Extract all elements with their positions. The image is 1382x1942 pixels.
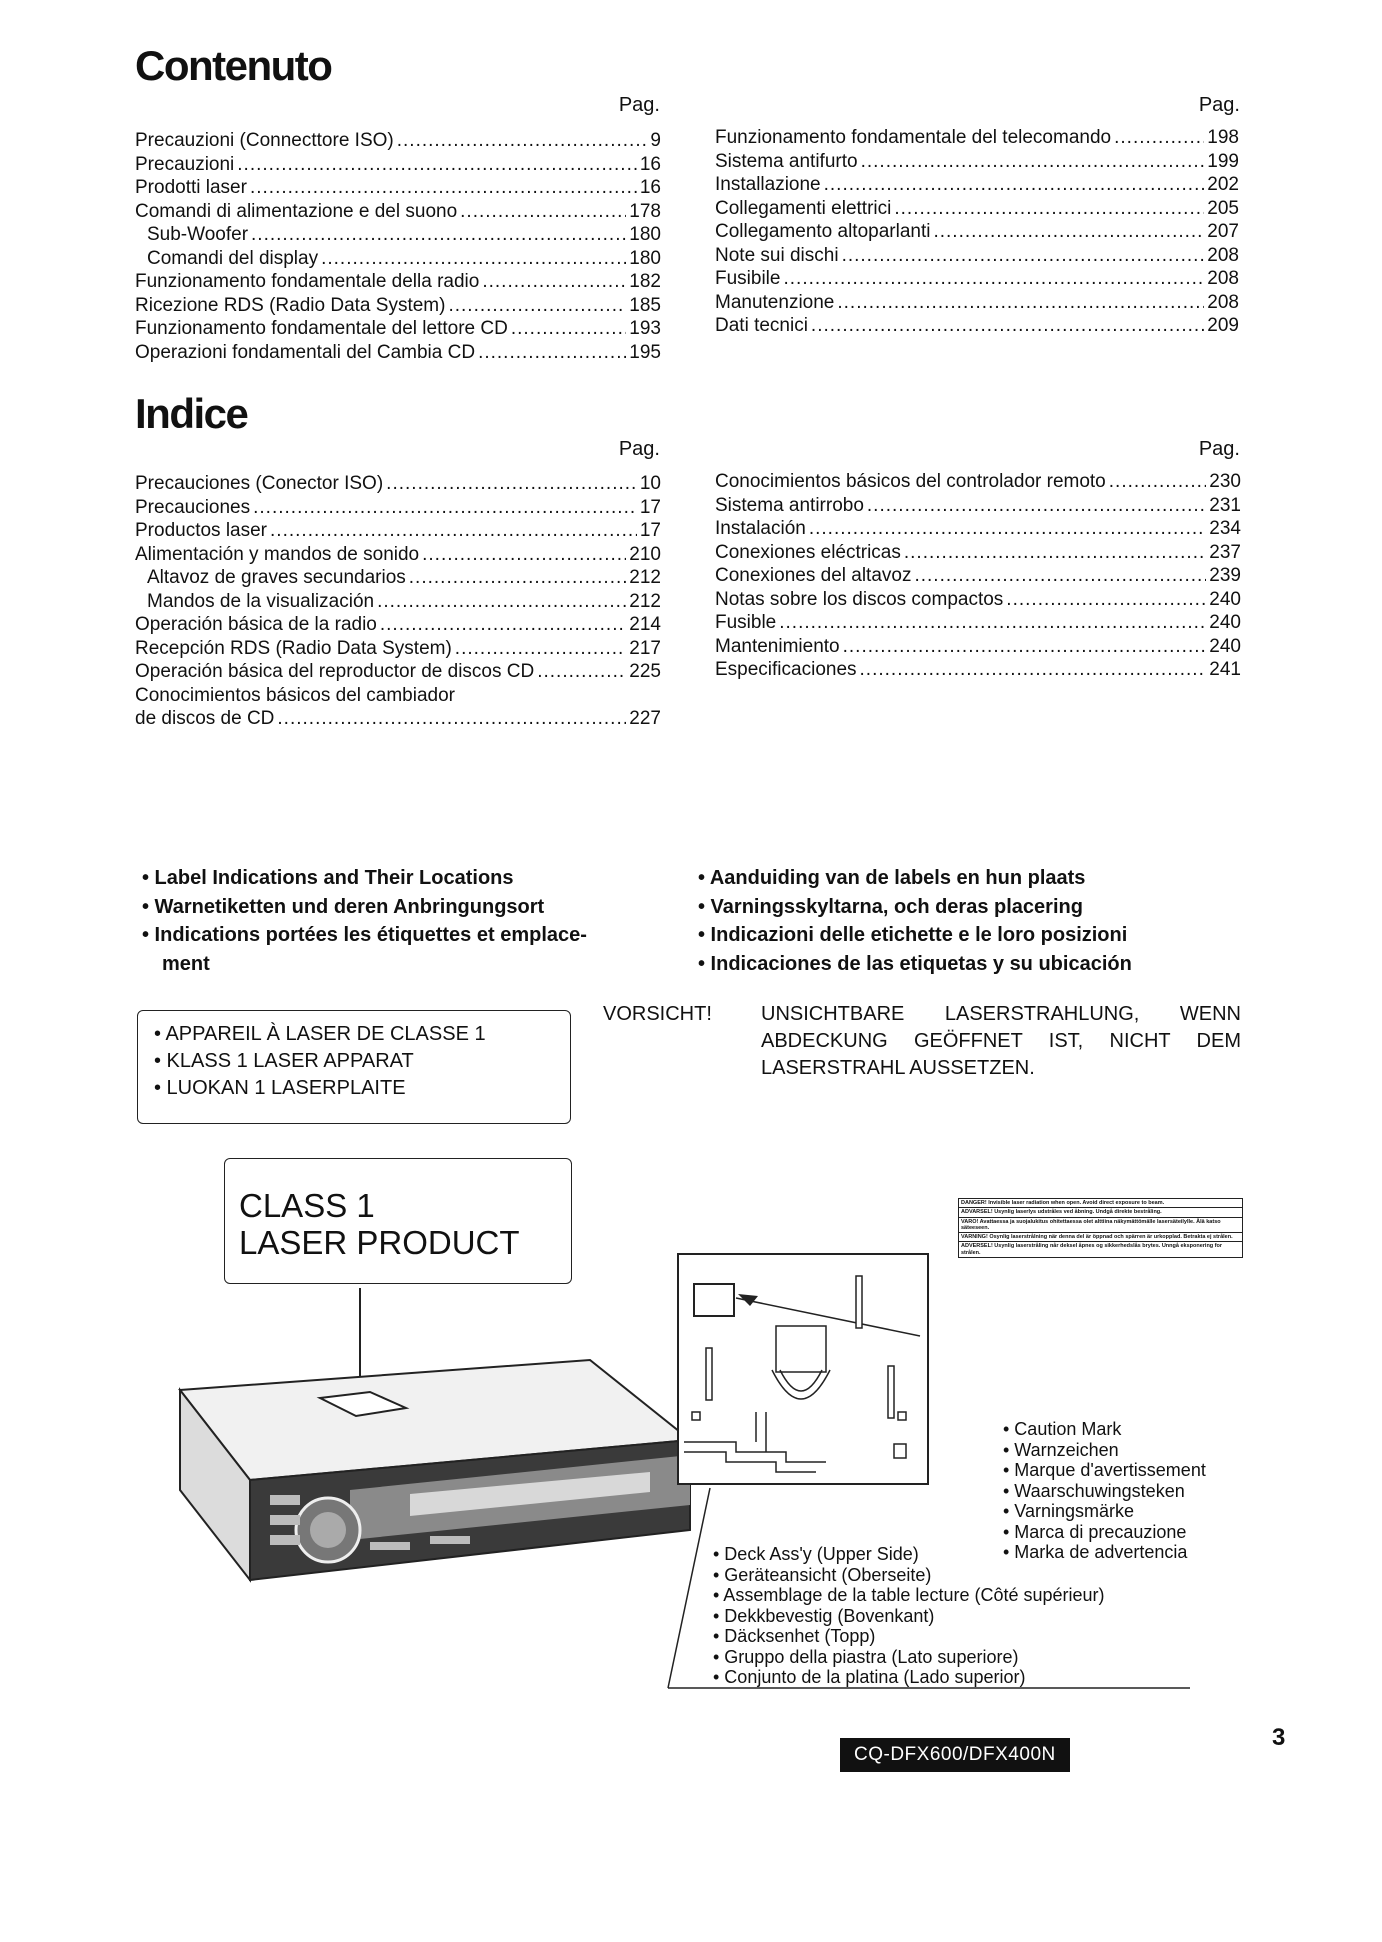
toc-dot-leader <box>783 267 1204 291</box>
toc-entry <box>135 153 661 177</box>
toc-entry-page: 227 <box>629 708 661 729</box>
indice-title: Indice <box>135 390 248 437</box>
toc-entry <box>715 244 1239 268</box>
toc-dot-leader <box>482 270 626 294</box>
toc-entry-page: 217 <box>629 637 661 659</box>
label-bullet: • Indicaciones de las etiquetas y su ubicación <box>698 952 1132 975</box>
toc-entry <box>715 126 1239 150</box>
vorsicht-text <box>761 1001 1241 1082</box>
toc-entry <box>135 317 661 341</box>
toc-entry-page: 9 <box>650 130 661 151</box>
toc-dot-leader <box>904 541 1206 565</box>
label-bullet: • Varningsskyltarna, och deras placering <box>698 895 1083 918</box>
caution-mark-item: • Waarschuwingsteken <box>1003 1480 1185 1501</box>
toc-entry-title: Conocimientos básicos del controlador remoto <box>715 471 1106 492</box>
toc-entry <box>135 637 661 661</box>
toc-entry-title: Alimentación y mandos de sonido <box>135 543 420 565</box>
toc-entry-title: Operación básica del reproductor de discos CD <box>135 661 535 682</box>
toc-entry <box>135 707 661 731</box>
toc-entry-title: Collegamento altoparlanti <box>715 221 931 242</box>
toc-entry-title: Mantenimiento <box>715 635 840 657</box>
toc-entry-page: 234 <box>1209 518 1241 539</box>
toc-entry <box>715 150 1239 174</box>
danger-label-row: DANGER! Invisible laser radiation when open. Avoid direct exposure to beam. <box>959 1199 1242 1208</box>
toc-dot-leader <box>397 129 648 153</box>
indice-pag-left: Pag. <box>618 438 660 460</box>
deck-top-view-diagram <box>676 1252 936 1492</box>
toc-entry-title: Conexiones eléctricas <box>715 541 901 563</box>
toc-entry-page: 17 <box>639 496 661 518</box>
toc-entry <box>715 197 1239 221</box>
toc-entry-title: Sistema antirrobo <box>715 494 864 516</box>
contenuto-toc-left <box>135 129 661 364</box>
toc-dot-leader <box>478 341 626 365</box>
toc-dot-leader <box>270 519 637 543</box>
toc-entry-title: Comandi del display <box>147 247 319 269</box>
toc-entry <box>135 496 661 520</box>
toc-dot-leader <box>380 613 626 637</box>
toc-entry <box>135 543 661 567</box>
toc-entry-page: 230 <box>1209 471 1241 492</box>
label-bullet: • Warnetiketten und deren Anbringungsort <box>142 895 545 918</box>
toc-entry-page: 195 <box>629 341 661 363</box>
laser-box-line: • KLASS 1 LASER APPARAT <box>154 1050 414 1072</box>
toc-entry-page: 180 <box>629 247 661 269</box>
toc-entry-page: 210 <box>629 543 661 565</box>
toc-entry-page: 240 <box>1209 588 1241 610</box>
toc-entry-page: 237 <box>1209 541 1241 563</box>
class1-line: CLASS 1 <box>239 1187 375 1224</box>
toc-dot-leader <box>253 496 637 520</box>
toc-dot-leader <box>237 153 637 177</box>
model-number-badge: CQ-DFX600/DFX400N <box>840 1738 1070 1772</box>
labels-bullets-left <box>142 864 587 978</box>
toc-entry-page: 178 <box>629 200 661 222</box>
toc-entry-page: 239 <box>1209 565 1241 586</box>
toc-entry-page: 198 <box>1207 127 1239 148</box>
toc-entry-title: de discos de CD <box>135 708 275 729</box>
toc-entry-page: 185 <box>629 294 661 316</box>
toc-entry <box>715 588 1241 612</box>
toc-entry-title: Mandos de la visualización <box>147 590 375 612</box>
toc-entry <box>715 517 1241 541</box>
label-bullet: • Indicazioni delle etichette e le loro posizioni <box>698 924 1128 946</box>
toc-entry-title: Precauciones <box>135 496 251 518</box>
toc-dot-leader <box>894 197 1204 221</box>
toc-entry-title: Precauzioni (Connecttore ISO) <box>135 130 394 151</box>
toc-entry-page: 241 <box>1209 659 1241 680</box>
toc-dot-leader <box>422 543 626 567</box>
toc-entry <box>715 494 1241 518</box>
toc-entry-title: Instalación <box>715 518 806 539</box>
toc-dot-leader <box>843 635 1207 659</box>
toc-entry <box>135 294 661 318</box>
contenuto-toc-right <box>715 126 1239 338</box>
deck-assembly-item: • Gruppo della piastra (Lato superiore) <box>713 1646 1019 1667</box>
toc-entry-title: Notas sobre los discos compactos <box>715 588 1004 610</box>
toc-entry-title: Precauciones (Conector ISO) <box>135 473 384 494</box>
toc-entry <box>135 270 661 294</box>
toc-entry-page: 240 <box>1209 612 1241 633</box>
toc-dot-leader <box>251 223 626 247</box>
toc-entry-title: Prodotti laser <box>135 177 247 198</box>
toc-dot-leader <box>537 660 626 684</box>
toc-dot-leader <box>779 611 1206 635</box>
indice-toc-right <box>715 470 1241 682</box>
toc-dot-leader <box>837 291 1204 315</box>
toc-entry-title: Dati tecnici <box>715 315 808 336</box>
toc-entry-title: Funzionamento fondamentale della radio <box>135 271 480 292</box>
caution-mark-item: • Marca di precauzione <box>1003 1521 1187 1542</box>
toc-entry <box>135 247 661 271</box>
toc-entry <box>135 223 661 247</box>
danger-label-row: VARO! Avattaessa ja suojalukitus ohitettaessa olet alttiina näkymättömälle lasersäteilylle. Älä katso säteeseen. <box>959 1218 1242 1234</box>
toc-entry <box>135 341 661 365</box>
toc-entry <box>135 566 661 590</box>
toc-dot-leader <box>448 294 626 318</box>
caution-mark-item: • Marque d'avertissement <box>1003 1460 1206 1480</box>
toc-entry <box>135 472 661 496</box>
toc-entry-page: 212 <box>629 590 661 612</box>
laser-box-line: • LUOKAN 1 LASERPLAITE <box>154 1077 406 1099</box>
vorsicht-line: ABDECKUNG GEÖFFNET IST, NICHT DEM <box>761 1030 1241 1052</box>
toc-entry-page: 209 <box>1207 315 1239 336</box>
label-bullet: ment <box>162 952 210 975</box>
toc-entry-page: 202 <box>1207 174 1239 195</box>
toc-entry-title: Altavoz de graves secundarios <box>147 567 406 588</box>
toc-entry <box>715 541 1241 565</box>
toc-entry-title: Sub-Woofer <box>147 224 249 245</box>
toc-entry-page: 180 <box>629 224 661 245</box>
deck-assembly-item: • Geräteansicht (Oberseite) <box>713 1564 932 1585</box>
toc-entry-page: 208 <box>1207 244 1239 266</box>
contenuto-pag-left: Pag. <box>618 94 660 116</box>
toc-entry-page: 10 <box>639 473 661 494</box>
toc-entry-title: Productos laser <box>135 520 268 541</box>
contenuto-pag-right: Pag. <box>1198 94 1240 116</box>
toc-entry-page: 16 <box>639 177 661 198</box>
toc-entry-title: Installazione <box>715 174 821 195</box>
toc-entry-title: Conocimientos básicos del cambiador <box>135 684 455 706</box>
caution-mark-item: • Caution Mark <box>1003 1419 1122 1439</box>
toc-entry-title: Conexiones del altavoz <box>715 565 912 586</box>
vorsicht-line: LASERSTRAHL AUSSETZEN. <box>761 1057 1035 1079</box>
toc-entry-title: Especificaciones <box>715 659 857 680</box>
toc-dot-leader <box>321 247 626 271</box>
toc-entry-page: 208 <box>1207 268 1239 289</box>
laser-box-line: • APPAREIL À LASER DE CLASSE 1 <box>154 1023 486 1045</box>
caution-mark-item: • Warnzeichen <box>1003 1439 1119 1460</box>
danger-label-row: ADVERSEL! Usynlig laserstråling når deksel åpnes og sikkerhedslås brytes. Unngå eksponering for strålen. <box>961 1243 1223 1256</box>
toc-entry <box>135 519 661 543</box>
toc-entry <box>135 176 661 200</box>
vorsicht-line: UNSICHTBARE LASERSTRAHLUNG, WENN <box>761 1003 1241 1025</box>
toc-entry-page: 225 <box>629 661 661 682</box>
toc-entry-page: 231 <box>1209 494 1241 516</box>
toc-entry <box>715 267 1239 291</box>
toc-entry-page: 214 <box>629 614 661 635</box>
toc-entry-title: Funzionamento fondamentale del telecomando <box>715 127 1112 148</box>
toc-entry <box>135 200 661 224</box>
toc-entry <box>135 684 661 708</box>
toc-entry <box>715 635 1241 659</box>
toc-dot-leader <box>914 564 1206 588</box>
toc-entry <box>715 173 1239 197</box>
toc-dot-leader <box>377 590 626 614</box>
toc-entry-page: 193 <box>629 318 661 339</box>
toc-dot-leader <box>250 176 637 200</box>
toc-entry-title: Funzionamento fondamentale del lettore CD <box>135 318 508 339</box>
indice-toc-left <box>135 472 661 731</box>
toc-entry-title: Fusible <box>715 612 777 633</box>
page-number: 3 <box>1272 1724 1286 1751</box>
toc-entry-page: 212 <box>629 567 661 588</box>
toc-dot-leader <box>933 220 1204 244</box>
toc-entry-page: 207 <box>1207 221 1239 242</box>
caution-mark-item: • Varningsmärke <box>1003 1501 1135 1521</box>
toc-dot-leader <box>842 244 1205 268</box>
toc-entry-page: 16 <box>639 153 661 175</box>
toc-entry-page: 182 <box>629 271 661 292</box>
contenuto-title: Contenuto <box>135 42 332 89</box>
toc-dot-leader <box>511 317 626 341</box>
deck-assembly-item: • Assemblage de la table lecture (Côté supérieur) <box>713 1585 1105 1605</box>
toc-entry-page: 208 <box>1207 291 1239 313</box>
toc-dot-leader <box>867 494 1206 518</box>
deck-assembly-item: • Conjunto de la platina (Lado superior) <box>713 1667 1026 1687</box>
toc-dot-leader <box>1006 588 1206 612</box>
toc-entry-title: Operación básica de la radio <box>135 614 377 635</box>
toc-entry-title: Operazioni fondamentali del Cambia CD <box>135 341 476 363</box>
toc-entry-title: Ricezione RDS (Radio Data System) <box>135 294 446 316</box>
toc-dot-leader <box>860 658 1207 682</box>
laser-class-box <box>137 1010 571 1124</box>
toc-entry-page: 199 <box>1207 150 1239 172</box>
indice-pag-right: Pag. <box>1198 438 1240 460</box>
toc-entry-title: Precauzioni <box>135 153 235 175</box>
toc-entry-title: Recepción RDS (Radio Data System) <box>135 637 452 659</box>
toc-entry <box>715 611 1241 635</box>
vorsicht-label: VORSICHT! <box>603 1003 712 1025</box>
deck-assembly-item: • Dekkbevestig (Bovenkant) <box>713 1605 935 1626</box>
toc-dot-leader <box>409 566 627 590</box>
toc-dot-leader <box>824 173 1205 197</box>
label-bullet: • Indications portées les étiquettes et emplace- <box>142 924 587 946</box>
toc-entry <box>715 220 1239 244</box>
toc-entry-page: 17 <box>639 520 661 541</box>
toc-dot-leader <box>386 472 637 496</box>
toc-entry-title: Comandi di alimentazione e del suono <box>135 200 458 222</box>
class1-line: LASER PRODUCT <box>239 1224 520 1261</box>
toc-entry-title: Collegamenti elettrici <box>715 197 892 219</box>
toc-entry-page: 205 <box>1207 197 1239 219</box>
deck-assembly-item: • Deck Ass'y (Upper Side) <box>713 1544 919 1564</box>
toc-dot-leader <box>811 314 1204 338</box>
toc-entry-title: Note sui dischi <box>715 244 839 266</box>
class1-laser-product-box <box>224 1158 572 1284</box>
toc-entry <box>135 590 661 614</box>
danger-label-row: VARNING! Osynlig laserstrålning när denna del är öppnad och spärren är urkopplad. Betrakta ej strålen. <box>959 1233 1242 1242</box>
toc-entry <box>135 129 661 153</box>
toc-entry <box>715 564 1241 588</box>
toc-entry <box>135 660 661 684</box>
label-bullet: • Label Indications and Their Locations <box>142 867 514 889</box>
toc-entry-title: Fusibile <box>715 268 781 289</box>
toc-dot-leader <box>809 517 1206 541</box>
toc-entry <box>715 470 1241 494</box>
label-bullet: • Aanduiding van de labels en hun plaats <box>698 867 1086 889</box>
toc-dot-leader <box>1109 470 1207 494</box>
toc-entry-title: Manutenzione <box>715 291 835 313</box>
caution-mark-item: • Marka de advertencia <box>1003 1542 1188 1562</box>
toc-entry <box>715 658 1241 682</box>
danger-label-row: ADVARSEL! Usynlig laserlys udstråles ved åbning. Undgå direkte bestråling. <box>959 1208 1242 1217</box>
toc-entry <box>715 291 1239 315</box>
toc-dot-leader <box>460 200 626 224</box>
toc-entry-page: 240 <box>1209 635 1241 657</box>
toc-entry <box>135 613 661 637</box>
toc-entry <box>715 314 1239 338</box>
deck-assembly-item: • Däcksenhet (Topp) <box>713 1626 876 1646</box>
labels-bullets-right <box>698 864 1132 978</box>
toc-entry-title: Sistema antifurto <box>715 150 858 172</box>
toc-dot-leader <box>1114 126 1204 150</box>
toc-dot-leader <box>277 707 626 731</box>
deck-assembly-list <box>713 1544 1105 1688</box>
toc-dot-leader <box>861 150 1205 174</box>
danger-label <box>958 1198 1243 1258</box>
toc-dot-leader <box>455 637 627 661</box>
